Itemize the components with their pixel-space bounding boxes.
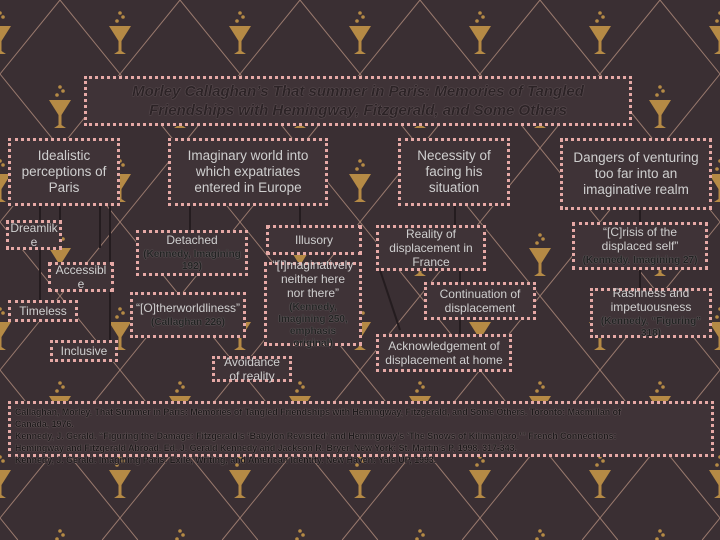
node-crisis: [572, 222, 708, 270]
cocktail-glass-icon: [349, 11, 371, 54]
cocktail-glass-icon: [169, 529, 191, 540]
header-dangers-venturing: Dangers of venturing too far into an imaginative realm: [560, 138, 712, 210]
cocktail-glass-icon: [649, 85, 671, 128]
citation-line: Callaghan, Morley. That Summer in Paris: Memories of Tangled Friendships with Hemingway, Fitzgerald, and Some Others. Toronto: Macmillan of: [15, 407, 621, 417]
cocktail-glass-icon: [229, 11, 251, 54]
node-avoidance: Avoidance of reality: [212, 356, 292, 382]
cocktail-glass-icon: [0, 455, 11, 498]
title-line-2: Friendships with Hemingway, Fitzgerald, and Some Others: [149, 102, 567, 119]
otherworldliness-label: “[O]therworldliness”: [135, 301, 241, 315]
cocktail-glass-icon: [469, 11, 491, 54]
node-imaginatively: [264, 258, 362, 349]
cocktail-glass-icon: [349, 159, 371, 202]
cocktail-glass-icon: [109, 11, 131, 54]
node-rashness: [590, 288, 712, 338]
cocktail-glass-icon: [409, 529, 431, 540]
citation-line: Kennedy, J. Gerald. Imagining Paris: Exile, Writing, and American Identity. New Haven: Yale UP, 1993.: [15, 455, 437, 465]
header-idealistic-perceptions: Idealistic perceptions of Paris: [8, 138, 120, 206]
node-timeless: Timeless: [8, 300, 78, 322]
detached-citation: (Kennedy, Imagining 192): [143, 249, 241, 272]
node-acknowledgement: Acknowledgement of displacement at home: [376, 334, 512, 372]
node-otherworldliness: [130, 292, 246, 338]
cocktail-glass-icon: [709, 455, 720, 498]
node-inclusive: Inclusive: [50, 340, 118, 362]
node-accessible: Accessibl e: [48, 262, 114, 292]
node-reality-displacement: Reality of displacement in France: [376, 225, 486, 271]
citation-line: Canada, 1976.: [15, 419, 74, 429]
node-continuation: Continuation of displacement: [424, 282, 536, 320]
node-illusory: Illusory: [266, 225, 362, 255]
citation-line: Kennedy, J. Gerald. “Figuring the Damage: Fitzgerald’s ‘Babylon Revisited’ and Hemingway’s ‘The Snows of Kilimanjaro.’” French Connections:: [15, 431, 617, 441]
header-necessity-facing: Necessity of facing his situation: [398, 138, 510, 206]
cocktail-glass-icon: [709, 11, 720, 54]
node-detached: [136, 230, 248, 276]
cocktail-glass-icon: [0, 11, 11, 54]
citation-line: Hemingway and Fitzgerald Abroad. Ed. J. Gerald Kennedy and Jackson R. Bryer. New York: St. Martin’s P, 1998. 317-343.: [15, 443, 517, 453]
rashness-label: Rashness and impetuousness: [610, 286, 692, 314]
crisis-label: “[C]risis of the displaced self”: [601, 225, 679, 253]
cocktail-glass-icon: [649, 529, 671, 540]
crisis-citation: (Kennedy, Imagining 27): [582, 255, 698, 266]
title-line-1: Morley Callaghan’s That summer in Paris: Memories of Tangled: [132, 83, 584, 100]
rashness-citation: (Kennedy, “Figuring” 318): [600, 316, 702, 339]
cocktail-glass-icon: [49, 529, 71, 540]
cocktail-glass-icon: [49, 85, 71, 128]
diagram-title: [84, 76, 632, 126]
cocktail-glass-icon: [529, 529, 551, 540]
node-dreamlike: Dreamlik e: [6, 220, 62, 250]
detached-label: Detached: [166, 233, 218, 247]
imaginatively-label: “[I]maginatively neither here nor there”: [272, 258, 354, 300]
cocktail-glass-icon: [289, 529, 311, 540]
header-imaginary-world: Imaginary world into which expatriates entered in Europe: [168, 138, 328, 206]
otherworldliness-citation: (Callaghan 226): [151, 317, 225, 328]
cocktail-glass-icon: [529, 233, 551, 276]
works-cited: [8, 401, 714, 465]
imaginatively-citation: (Kennedy, Imagining 250, emphasis original): [278, 302, 348, 349]
cocktail-glass-icon: [589, 11, 611, 54]
